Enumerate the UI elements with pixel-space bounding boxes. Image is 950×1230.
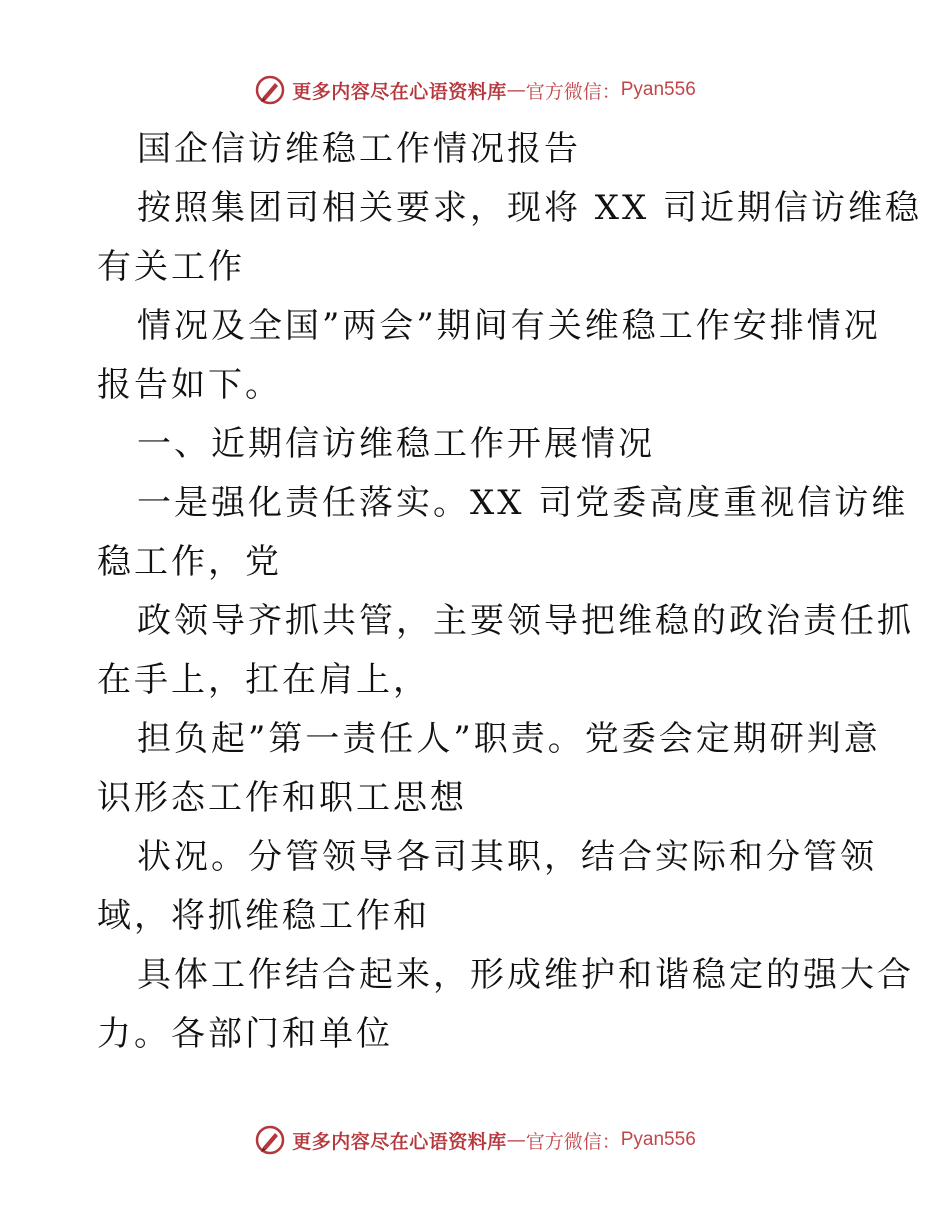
watermark-dash: — [506,1129,526,1151]
watermark-dash: — [506,79,526,101]
watermark-wechat-label: 官方微信： [525,1130,621,1153]
text-line: 具体工作结合起来，形成维护和谐稳定的强大合 [137,955,914,995]
page-header-watermark [0,70,950,110]
text-line: 政领导齐抓共管，主要领导把维稳的政治责任抓 [137,601,914,641]
watermark-wechat-id: Pyan556 [620,1129,696,1150]
watermark-wechat-label: 官方微信： [525,80,621,103]
text-line: 域，将抓维稳工作和 [97,896,430,936]
text-line: 按照集团司相关要求，现将 XX 司近期信访维稳 [137,188,923,228]
watermark-site-text: 更多内容尽在心语资料库 [292,80,507,103]
text-line: 报告如下。 [97,365,282,405]
text-line: 力。各部门和单位 [97,1014,393,1054]
document-body [97,120,923,1064]
text-line: 稳工作，党 [97,542,282,582]
text-line: 状况。分管领导各司其职，结合实际和分管领 [137,837,877,877]
text-line: 担负起”第一责任人”职责。党委会定期研判意 [137,719,881,759]
text-line: 情况及全国”两会”期间有关维稳工作安排情况 [137,306,881,346]
pen-logo-icon [254,1124,286,1156]
text-line: 识形态工作和职工思想 [97,778,467,818]
text-line: 一是强化责任落实。XX 司党委高度重视信访维 [137,483,909,523]
text-line: 在手上，扛在肩上， [97,660,430,700]
watermark-wechat-id: Pyan556 [620,79,696,100]
section-heading: 一、近期信访维稳工作开展情况 [137,424,655,464]
document-title: 国企信访维稳工作情况报告 [137,129,581,169]
text-line: 有关工作 [97,247,245,287]
pen-logo-icon [254,74,286,106]
watermark-site-text: 更多内容尽在心语资料库 [292,1130,507,1153]
page-footer-watermark [0,1120,950,1160]
